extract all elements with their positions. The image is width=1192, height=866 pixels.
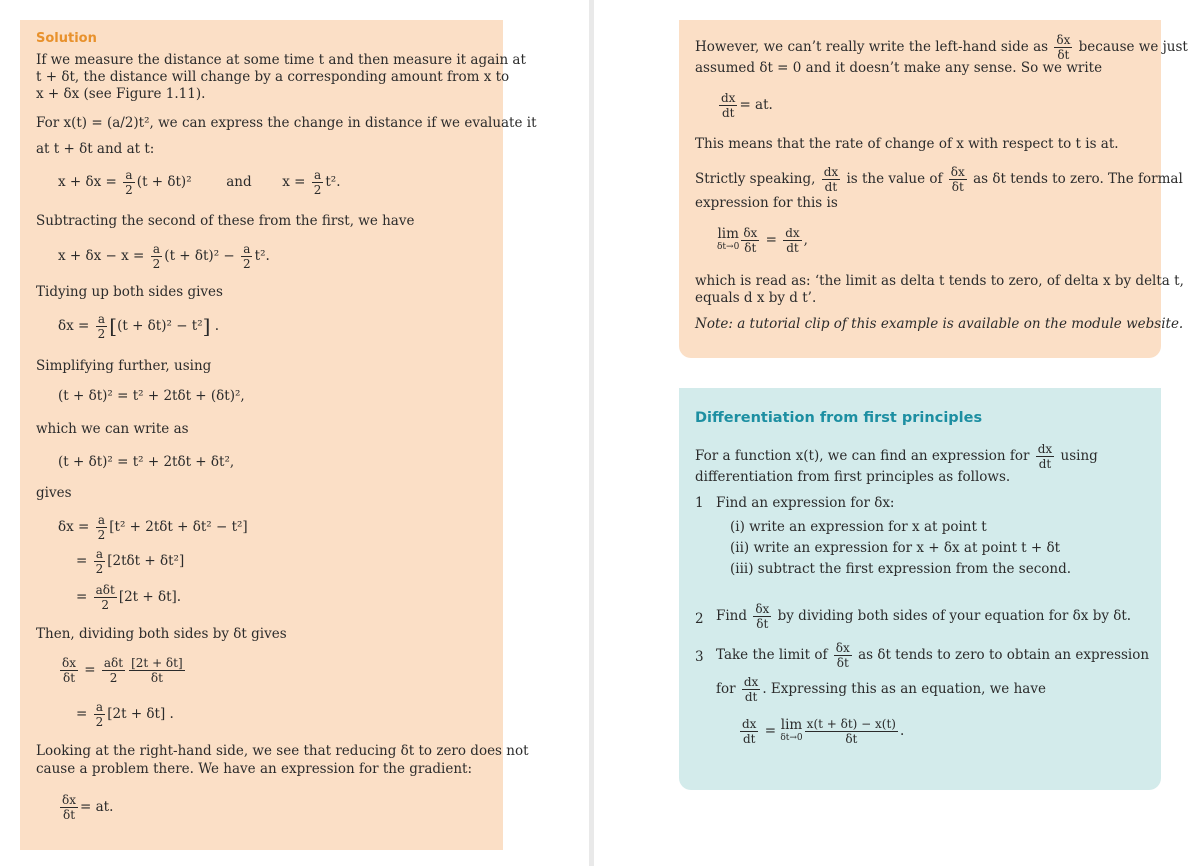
continued-text-line: expression for this is [695,195,838,211]
fraction-a-over-2: $\frac{a}{2}$ [152,242,161,271]
eq1-and: and [226,174,252,190]
text-span: using [1060,448,1098,464]
fraction-a-over-2: $\frac{a}{2}$ [125,168,133,197]
continued-text-line [695,165,1183,194]
solution-text-line: Simplifying further, using [36,358,212,374]
text-span: Find [716,608,748,624]
solution-text-line: Tidying up both sides gives [36,284,223,300]
solution-text-line: If we measure the distance at some time t and then measure it again at [36,52,526,68]
solution-text-line: Then, dividing both sides by δt gives [36,626,287,642]
text-span: is the value of [846,171,943,187]
text-span: because we just [1078,39,1188,55]
first-principles-equation: $\frac{dx}{dt}$ = lim δt→0 $\frac{x(t + \delta t) - x(t)}{\delta t}$ . [742,716,905,746]
equation-8 [58,793,113,822]
text-span: . Expressing this as an equation, we have [762,681,1046,697]
fraction-dx-over-dt: $\frac{\delta x}{\delta t}$ [950,165,965,194]
limit-equation: lim δt→0 $\frac{\delta x}{\delta t}$ = $\frac{dx}{dt}$ , [717,225,808,255]
fraction-bracket-over-dt: $\frac{[2t + \delta t]}{\delta t}$ [131,656,183,685]
fraction-dx-over-dt-derivative: $\frac{dx}{dt}$ [742,717,757,746]
solution-text-line: Looking at the right-hand side, we see that reducing δt to zero does not [36,743,529,759]
continued-text-line [695,33,1188,62]
step-text [716,602,1131,631]
equation-6-line-3: = $\frac{\text{aδt}}{2}$ [2t + δt]. [76,583,182,612]
equation-dxdt-at [717,91,773,120]
step-number: 3 [695,649,704,665]
fraction-dx-over-dt-derivative: $\frac{dx}{dt}$ [1037,442,1053,471]
lim-text: lim [717,225,739,242]
substep-text: (ii) write an expression for x + δx at point t + δt [730,540,1061,556]
solution-text-line: t + δt, the distance will change by a corresponding amount from x to [36,69,510,85]
solution-text-line: cause a problem there. We have an expression for the gradient: [36,761,472,777]
lim-text: lim [780,716,803,733]
fraction-a-delta-t-over-2: $\frac{\text{aδt}}{2}$ [95,583,115,612]
equation-5: (t + δt)² = t² + 2tδt + δt², [58,454,235,470]
step-text: Find an expression for δx: [716,495,895,511]
equation-4: (t + δt)² = t² + 2tδt + (δt)², [58,388,245,404]
equation-6-line-2: = $\frac{a}{2}$ [2tδt + δt²] [76,547,185,576]
eq6c-bracket: [2t + δt]. [118,589,182,605]
solution-text-line: Subtracting the second of these from the first, we have [36,213,415,229]
eq8-rhs: = at. [80,799,114,815]
difference-quotient-numerator: x(t + δt) − x(t) [806,717,896,731]
eq2-left: x + δx − x = [58,248,149,264]
fraction-dx-over-dt: $\frac{\delta x}{\delta t}$ [62,656,76,685]
text-span: as δt tends to zero to obtain an expression [858,647,1150,663]
fraction-dx-over-dt: $\frac{\delta x}{\delta t}$ [62,793,76,822]
limit-operator [780,716,803,745]
fraction-dx-over-dt-derivative: $\frac{dx}{dt}$ [785,226,800,255]
eq1-right: x = [282,174,310,190]
step-text [716,641,1149,670]
continued-text-line: equals d x by d t’. [695,290,817,306]
eq-rhs: = at. [739,97,773,113]
fraction-a-over-2: $\frac{a}{2}$ [97,312,106,341]
step-number: 1 [695,495,704,511]
fraction-a-over-2: $\frac{a}{2}$ [95,700,104,729]
fraction-dx-over-dt-derivative: $\frac{dx}{dt}$ [823,165,839,194]
fraction-dx-over-dt: $\frac{\delta x}{\delta t}$ [743,226,758,255]
continued-text-line: assumed δt = 0 and it doesn’t make any sense. So we write [695,60,1103,76]
eq1-left: x + δx = [58,174,122,190]
text-span: for [716,681,736,697]
solution-text-line: at t + δt and at t: [36,141,155,157]
fraction-a-over-2: $\frac{a}{2}$ [243,242,251,271]
text-span: For a function x(t), we can find an expression for [695,448,1030,464]
equation-7-line-1: $\frac{\delta x}{\delta t}$ = $\frac{\text{aδt}}{2}$ $\frac{[2t + \delta t]}{\delta t}$ [62,656,183,685]
differentiation-heading: Differentiation from first principles [695,410,983,426]
page-divider [589,0,594,866]
eq1-mid: (t + δt)² [136,174,192,190]
fraction-a-over-2: $\frac{a}{2}$ [313,168,322,197]
solution-text-line: x + δx (see Figure 1.11). [36,86,206,102]
fraction-a-delta-t-over-2: $\frac{\text{aδt}}{2}$ [103,656,124,685]
fraction-dx-over-dt-derivative: $\frac{dx}{dt}$ [721,91,736,120]
text-span: Strictly speaking, [695,171,816,187]
equation-2: x + δx − x = $\frac{a}{2}$ (t + δt)² − $\frac{a}{2}$ t². [58,242,270,271]
solution-text-line: For x(t) = (a/2)t², we can express the change in distance if we evaluate it [36,115,537,131]
equation-6-line-1: δx = $\frac{a}{2}$ [t² + 2tδt + δt² − t²] [58,513,248,542]
limit-operator [717,225,740,254]
fraction-dx-over-dt-derivative: $\frac{dx}{dt}$ [743,675,759,704]
fraction-dx-over-dt: $\frac{\delta x}{\delta t}$ [835,641,850,670]
lim-subscript: δt→0 [780,732,803,743]
eq6b-bracket: [2tδt + δt²] [107,553,185,569]
fraction-dx-over-dt: $\frac{\delta x}{\delta t}$ [755,602,770,631]
continued-text-line: which is read as: ‘the limit as delta t tends to zero, of delta x by delta t, [695,273,1184,289]
substep-text: (iii) subtract the first expression from the second. [730,561,1072,577]
text-span: by dividing both sides of your equation for δx by δt. [777,608,1132,624]
text-span: However, we can’t really write the left-hand side as [695,39,1049,55]
difference-quotient: $\frac{x(t + \delta t) - x(t)}{\delta t}$ [806,717,896,746]
solution-text-line: gives [36,485,72,501]
fraction-dx-over-dt: $\frac{\delta x}{\delta t}$ [1056,33,1071,62]
fraction-a-over-2: $\frac{a}{2}$ [97,513,106,542]
diff-text-line [695,442,1098,471]
solution-text-line: which we can write as [36,421,189,437]
continued-text-line: This means that the rate of change of x with respect to t is at. [695,136,1119,152]
eq6a-bracket: [t² + 2tδt + δt² − t²] [109,519,248,535]
text-span: Take the limit of [716,647,828,663]
step-text [716,675,1046,704]
step-number: 2 [695,611,704,627]
equation-1: x + δx = $\frac{a}{2}$ (t + δt)² and x = $\frac{a}{2}$ t². [58,168,341,197]
equation-3: δx = $\frac{a}{2}$ [(t + δt)² − t²] . [58,312,220,341]
fraction-a-over-2: $\frac{a}{2}$ [95,547,104,576]
diff-text-line: differentiation from first principles as follows. [695,469,1011,485]
substep-text: (i) write an expression for x at point t [730,519,987,535]
equation-7-line-2: = $\frac{a}{2}$ [2t + δt] . [76,700,174,729]
lim-subscript: δt→0 [717,241,740,252]
solution-heading: Solution [36,31,97,46]
text-span: as δt tends to zero. The formal [973,171,1183,187]
tutorial-note: Note: a tutorial clip of this example is available on the module website. [695,316,1184,332]
